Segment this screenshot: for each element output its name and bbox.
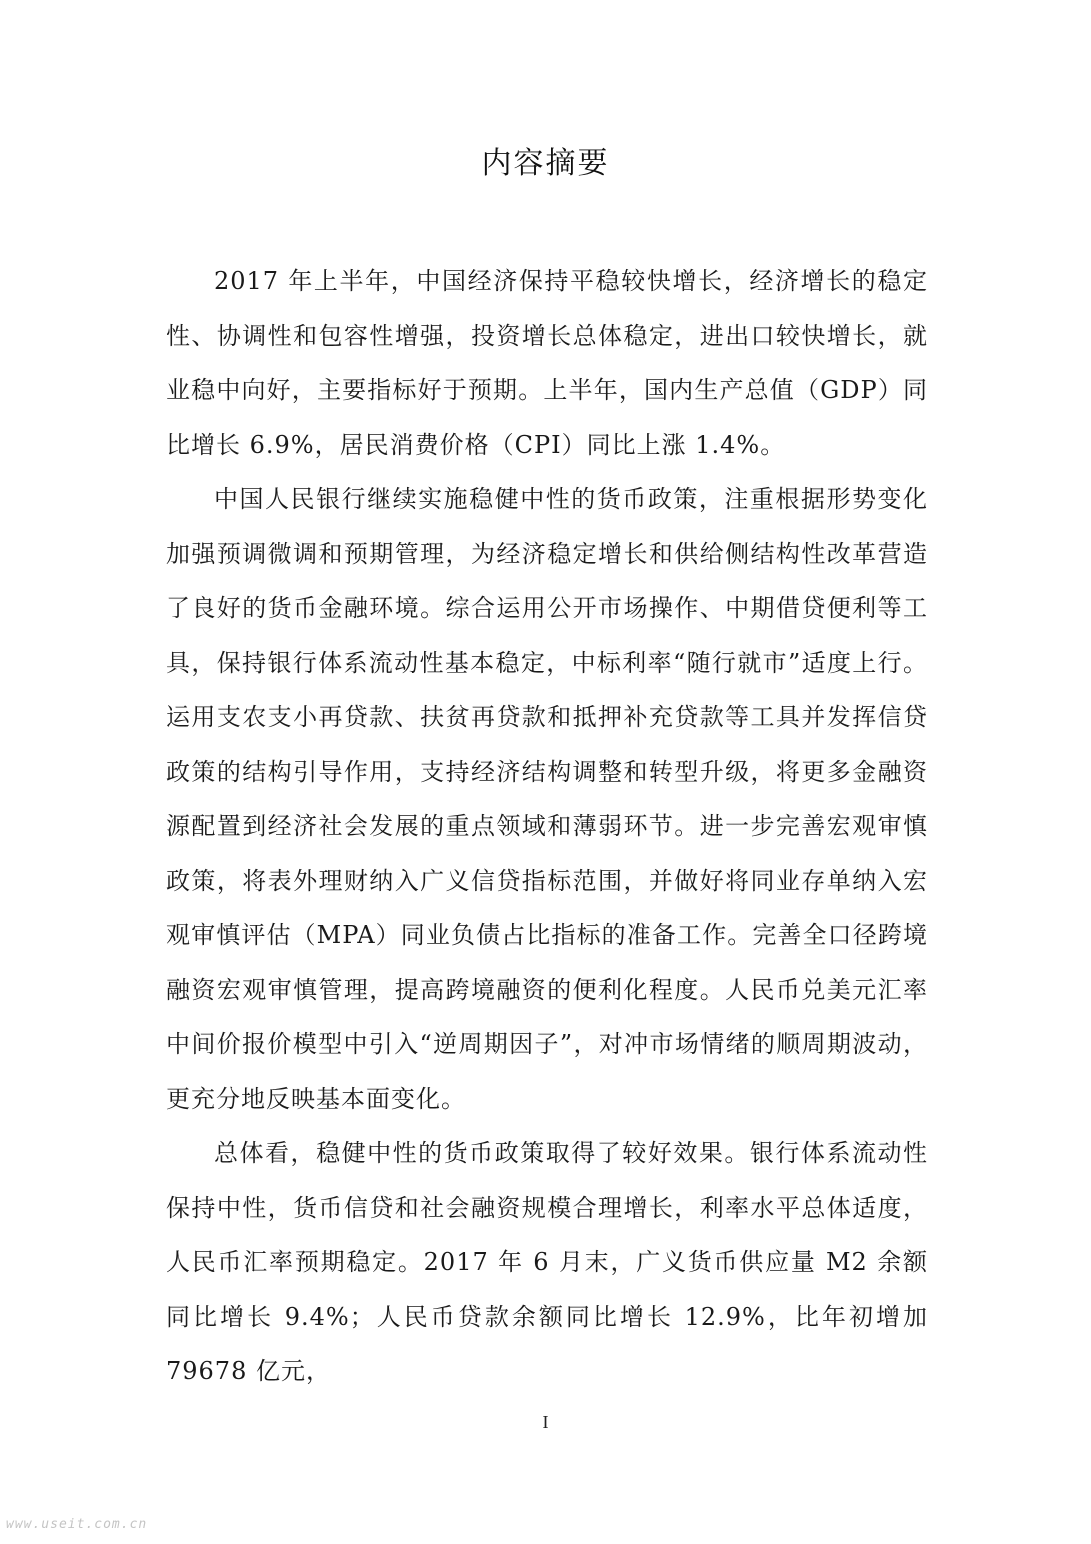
document-body <box>166 254 928 1399</box>
page-title: 内容摘要 <box>481 146 610 181</box>
paragraph-monetary-policy: 中国人民银行继续实施稳健中性的货币政策，注重根据形势变化加强预调微调和预期管理，为经济稳定增长和供给侧结构性改革营造了良好的货币金融环境。综合运用公开市场操作、中期借贷便利等工具，保持银行体系流动性基本稳定，中标利率“随行就市”适度上行。运用支农支小再贷款、扶贫再贷款和抵押补充贷款等工具并发挥信贷政策的结构引导作用，支持经济结构调整和转型升级，将更多金融资源配置到经济社会发展的重点领域和薄弱环节。进一步完善宏观审慎政策，将表外理财纳入广义信贷指标范围，并做好将同业存单纳入宏观审慎评估（MPA）同业负债占比指标的准备工作。完善全口径跨境融资宏观审慎管理，提高跨境融资的便利化程度。人民币兑美元汇率中间价报价模型中引入“逆周期因子”，对冲市场情绪的顺周期波动，更充分地反映基本面变化。 <box>166 485 928 1113</box>
page-number: I <box>542 1412 549 1432</box>
watermark: www.useit.com.cn <box>6 1517 148 1532</box>
paragraph-policy-effects: 总体看，稳健中性的货币政策取得了较好效果。银行体系流动性保持中性，货币信贷和社会融资规模合理增长，利率水平总体适度，人民币汇率预期稳定。2017 年 6 月末，广义货币供应量 M2 余额同比增长 9.4%；人民币贷款余额同比增长 12.9%，比年初增加 79678 亿元， <box>166 1139 928 1385</box>
paragraph-economy-overview: 2017 年上半年，中国经济保持平稳较快增长，经济增长的稳定性、协调性和包容性增强，投资增长总体稳定，进出口较快增长，就业稳中向好，主要指标好于预期。上半年，国内生产总值（GDP）同比增长 6.9%，居民消费价格（CPI）同比上涨 1.4%。 <box>166 267 928 459</box>
